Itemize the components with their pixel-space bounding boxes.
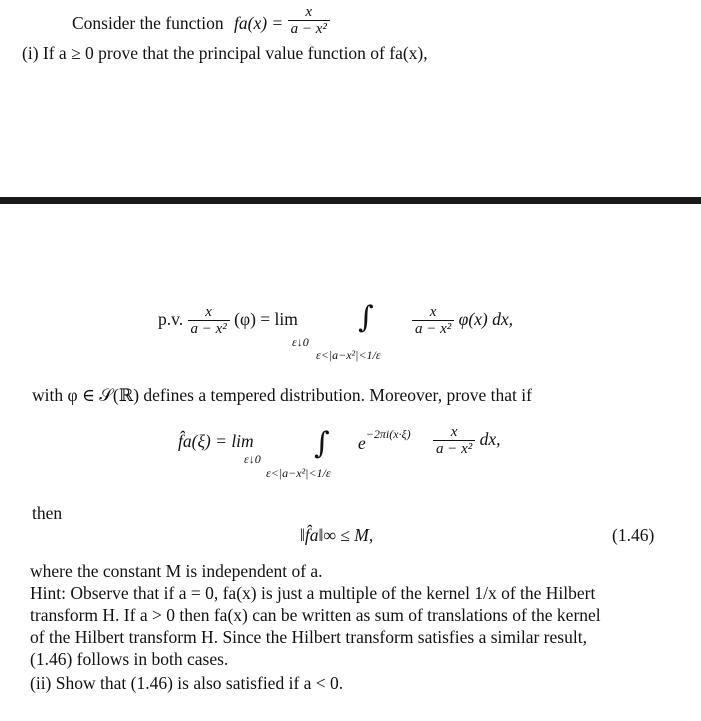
fourier-integral-subscript: ε<|a−x²|<1/ε — [266, 466, 331, 480]
fourier-denominator: a − x² — [433, 440, 475, 458]
pv-integrand-denominator: a − x² — [412, 320, 454, 338]
pv-integrand-numerator: x — [429, 304, 437, 320]
function-fraction — [288, 4, 330, 38]
pv-integrand — [412, 304, 513, 338]
fraction-denominator: a − x² — [288, 20, 330, 38]
paragraph-line-4: of the Hilbert transform H. Since the Hilbert transform satisfies a similar result, — [30, 627, 587, 647]
fourier-fraction — [433, 424, 475, 458]
intro-text: Consider the function — [72, 13, 224, 34]
pv-numerator: x — [205, 304, 212, 320]
fourier-limit-subscript: ε↓0 — [244, 452, 261, 466]
intro-line — [72, 4, 330, 38]
fourier-integrand — [433, 424, 501, 458]
fraction-numerator: x — [305, 4, 313, 20]
paragraph-line-3: transform H. If a > 0 then fa(x) can be written as sum of translations of the kernel — [30, 605, 601, 625]
fourier-lhs: f̂a(ξ) = lim — [178, 431, 254, 451]
pv-integral-sign: ∫ — [358, 300, 374, 335]
pv-tail: φ(x) dx, — [458, 309, 514, 330]
pv-label: p.v. — [158, 309, 184, 330]
section-divider — [0, 197, 701, 204]
paragraph-line-1: where the constant M is independent of a. — [30, 561, 323, 581]
then-word: then — [32, 503, 63, 523]
part-ii-line: (ii) Show that (1.46) is also satisfied if a < 0. — [30, 673, 344, 693]
with-line: with φ ∈ 𝒮(ℝ) defines a tempered distribution. Moreover, prove that if — [32, 385, 532, 405]
pv-limit-subscript: ε↓0 — [292, 335, 309, 349]
fourier-tail: dx, — [479, 429, 501, 450]
pv-fraction — [188, 304, 230, 338]
part-i-line: (i) If a ≥ 0 prove that the principal value function of fa(x), — [22, 43, 428, 63]
exp-power: −2πi(x·ξ) — [365, 427, 411, 442]
norm-bound: ‖f̂a‖∞ ≤ M, — [300, 525, 374, 545]
pv-integral-subscript: ε<|a−x²|<1/ε — [316, 348, 381, 362]
fourier-integral-sign: ∫ — [314, 426, 330, 461]
pv-integrand-fraction — [412, 304, 454, 338]
fourier-numerator: x — [450, 424, 458, 440]
pv-denominator: a − x² — [188, 320, 230, 338]
pv-limit: (φ) = lim — [234, 309, 298, 330]
principal-value-formula — [158, 304, 298, 338]
equation-number: (1.46) — [612, 525, 655, 545]
paragraph-line-2: Hint: Observe that if a = 0, fa(x) is just a multiple of the kernel 1/x of the Hilbert — [30, 583, 596, 603]
function-label: fa(x) = — [234, 13, 284, 34]
fourier-exponential — [358, 427, 411, 454]
paragraph-line-5: (1.46) follows in both cases. — [30, 649, 229, 669]
exp-base: e — [358, 433, 366, 453]
